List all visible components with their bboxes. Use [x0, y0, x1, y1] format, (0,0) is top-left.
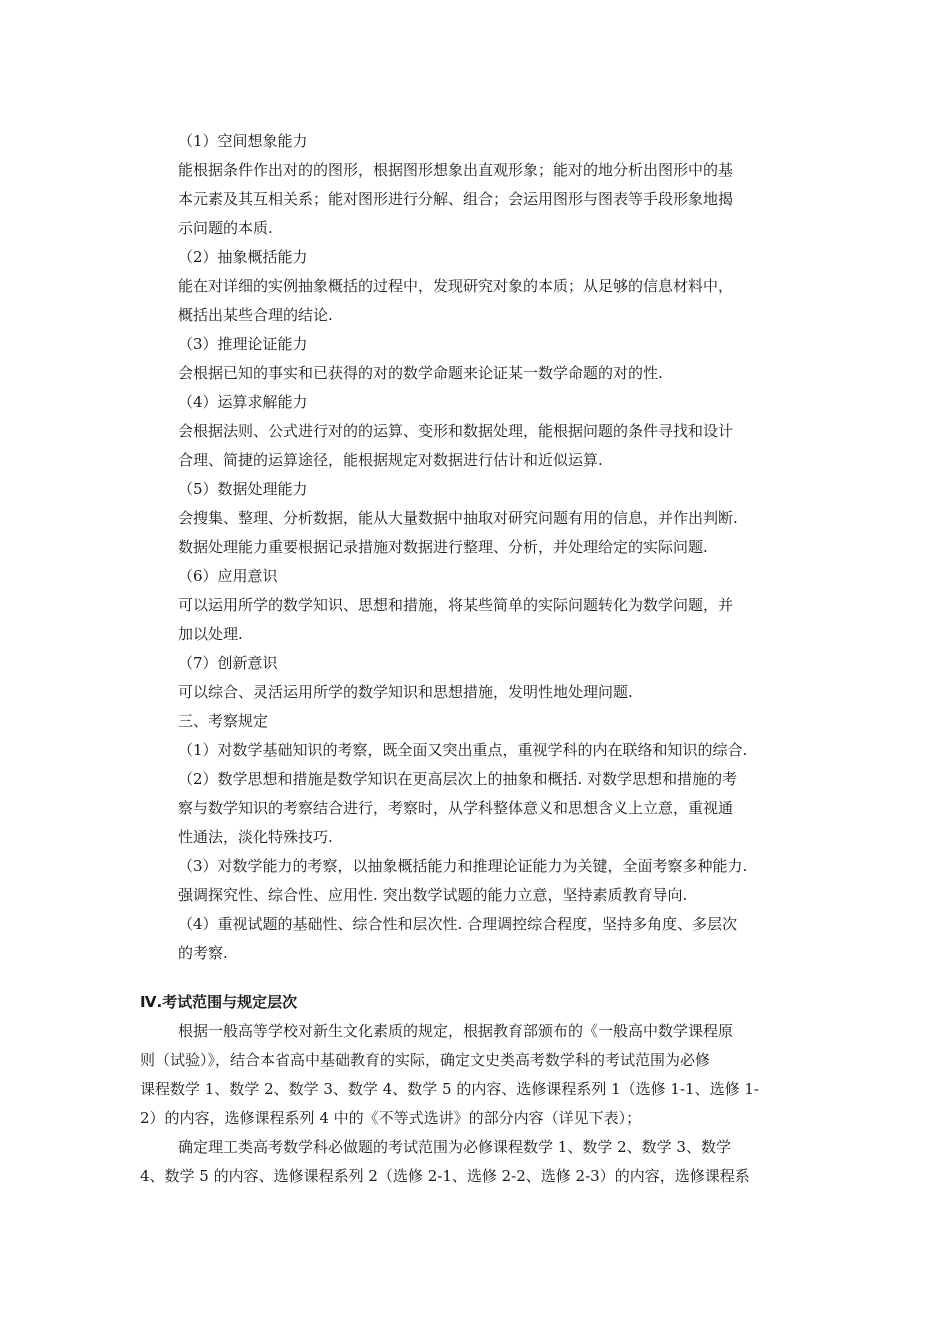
text-line: （5）数据处理能力	[178, 480, 308, 498]
text-line: （6）应用意识	[178, 567, 278, 585]
text-line: 强调探究性、综合性、应用性. 突出数学试题的能力立意，坚持素质教育导向.	[178, 886, 688, 904]
text-line: （7）创新意识	[178, 654, 278, 672]
text-line: 确定理工类高考数学科必做题的考试范围为必修课程数学 1、数学 2、数学 3、数学	[178, 1138, 731, 1156]
text-line: 会根据已知的事实和已获得的对的数学命题来论证某一数学命题的对的性.	[178, 364, 663, 382]
text-line: （3）对数学能力的考察，以抽象概括能力和推理论证能力为关键，全面考察多种能力.	[178, 857, 748, 875]
text-line: 察与数学知识的考察结合进行，考察时，从学科整体意义和思想含义上立意，重视通	[178, 799, 734, 817]
text-line: 则（试验）》，结合本省高中基础教育的实际，确定文史类高考数学科的考试范围为必修	[140, 1051, 711, 1069]
text-line: （4）重视试题的基础性、综合性和层次性. 合理调控综合程度，坚持多角度、多层次	[178, 915, 738, 933]
text-line: 数据处理能力重要根据记录措施对数据进行整理、分析，并处理给定的实际问题.	[178, 538, 708, 556]
text-line: 2）的内容，选修课程系列 4 中的《不等式选讲》的部分内容（详见下表）；	[140, 1109, 642, 1127]
text-line: 会搜集、整理、分析数据，能从大量数据中抽取对研究问题有用的信息，并作出判断.	[178, 509, 738, 527]
text-line: 示问题的本质.	[178, 219, 273, 237]
text-line: 性通法，淡化特殊技巧.	[178, 828, 333, 846]
text-line: 能在对详细的实例抽象概括的过程中，发现研究对象的本质；从足够的信息材料中，	[178, 277, 734, 295]
section-heading: Ⅳ.考试范围与规定层次	[140, 993, 298, 1011]
text-line: 可以运用所学的数学知识、思想和措施，将某些简单的实际问题转化为数学问题，并	[178, 596, 734, 614]
text-line: （2）抽象概括能力	[178, 248, 308, 266]
text-line: 的考察.	[178, 944, 228, 962]
text-line: 课程数学 1、数学 2、数学 3、数学 4、数学 5 的内容、选修课程系列 1（选修 1-1、选修 1-	[140, 1080, 759, 1098]
text-line: 本元素及其互相关系；能对图形进行分解、组合；会运用图形与图表等手段形象地揭	[178, 190, 734, 208]
text-line: 概括出某些合理的结论.	[178, 306, 333, 324]
text-line: （2）数学思想和措施是数学知识在更高层次上的抽象和概括. 对数学思想和措施的考	[178, 770, 738, 788]
text-line: 4、数学 5 的内容、选修课程系列 2（选修 2-1、选修 2-2、选修 2-3）的内容，选修课程系	[140, 1167, 750, 1185]
text-line: 会根据法则、公式进行对的的运算、变形和数据处理，能根据问题的条件寻找和设计	[178, 422, 734, 440]
text-line: （1）空间想象能力	[178, 132, 308, 150]
text-line: 加以处理.	[178, 625, 243, 643]
text-line: 合理、简捷的运算途径，能根据规定对数据进行估计和近似运算.	[178, 451, 603, 469]
text-line: 根据一般高等学校对新生文化素质的规定，根据教育部颁布的《一般高中数学课程原	[178, 1022, 734, 1040]
text-line: 三、考察规定	[178, 712, 269, 730]
text-line: 能根据条件作出对的的图形，根据图形想象出直观形象；能对的地分析出图形中的基	[178, 161, 734, 179]
text-line: （4）运算求解能力	[178, 393, 308, 411]
text-line: （1）对数学基础知识的考察，既全面又突出重点，重视学科的内在联络和知识的综合.	[178, 741, 748, 759]
text-line: 可以综合、灵活运用所学的数学知识和思想措施，发明性地处理问题.	[178, 683, 633, 701]
text-line: （3）推理论证能力	[178, 335, 308, 353]
